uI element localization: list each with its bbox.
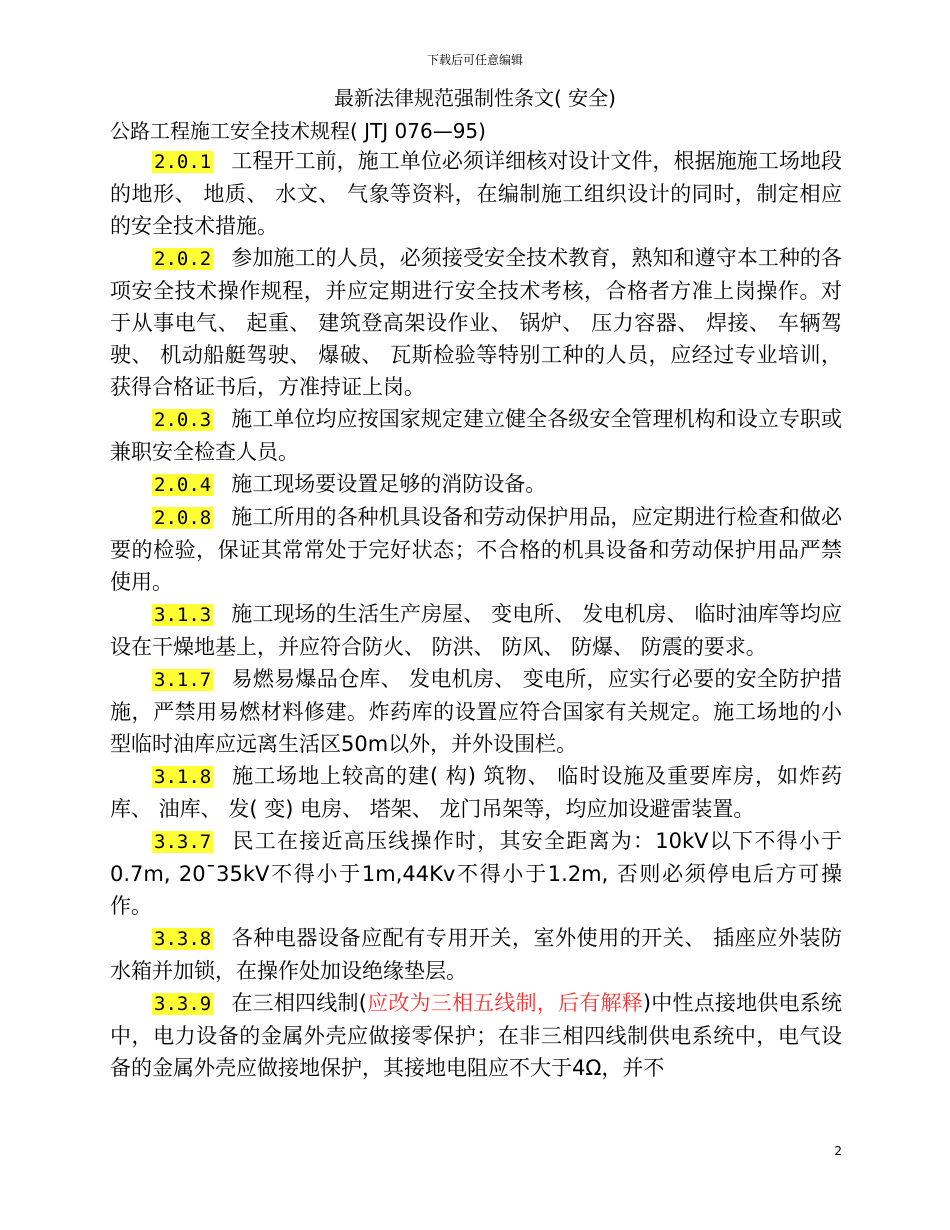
- clause-text: 各种电器设备应配有专用开关，室外使用的开关、 插座应外装防水箱并加锁，在操作处加设绝缘垫层。: [110, 926, 842, 983]
- document-subtitle: 公路工程施工安全技术规程( JTJ 076—95): [110, 119, 486, 143]
- clause-3-3-8: [110, 922, 842, 987]
- clause-number: 3.3.9: [154, 993, 212, 1015]
- clause-number: 3.1.3: [154, 604, 212, 626]
- clause-text-after: )中性点接地供电系统中，电力设备的金属外壳应做接零保护；在非三相四线制供电系统中，电气设备的金属外壳应做接地保护，其接地电阻应不大于4Ω，并不: [110, 991, 842, 1080]
- document-title: 最新法律规范强制性条文( 安全): [334, 86, 616, 110]
- clause-3-3-9: [110, 987, 842, 1084]
- clause-text: 施工现场要设置足够的消防设备。: [231, 472, 547, 496]
- clause-text: 施工所用的各种机具设备和劳动保护用品，应定期进行检查和做必要的检验，保证其常常处于完好状态；不合格的机具设备和劳动保护用品严禁使用。: [110, 505, 842, 594]
- clause-3-1-8: [110, 760, 842, 825]
- clause-number: 2.0.3: [154, 409, 212, 431]
- clause-text: 施工场地上较高的建( 构) 筑物、 临时设施及重要库房，如炸药库、 油库、 发( 变) 电房、 塔架、 龙门吊架等，均应加设避雷装置。: [110, 764, 842, 821]
- clause-text: 施工单位均应按国家规定建立健全各级安全管理机构和设立专职或兼职安全检查人员。: [110, 407, 842, 464]
- header-note: 下载后可任意编辑: [426, 53, 523, 67]
- clause-number: 2.0.1: [154, 151, 212, 173]
- clause-number: 3.3.8: [154, 928, 212, 950]
- clause-number: 3.3.7: [154, 831, 212, 853]
- clause-text: 民工在接近高压线操作时，其安全距离为：10kV以下不得小于0.7m, 20¯35kV不得小于1m,44Kv不得小于1.2m, 否则必须停电后方可操作。: [110, 829, 842, 918]
- clause-3-3-7: [110, 825, 842, 922]
- clause-number: 3.1.7: [154, 669, 212, 691]
- clause-3-1-7: [110, 663, 842, 760]
- page-number: 2: [834, 1144, 842, 1158]
- clause-3-1-3: [110, 598, 842, 663]
- clause-text: 工程开工前，施工单位必须详细核对设计文件，根据施施工场地段的地形、 地质、 水文、 气象等资料，在编制施工组织设计的同时，制定相应的安全技术措施。: [110, 149, 842, 238]
- clause-number: 2.0.4: [154, 474, 212, 496]
- correction-note: 应改为三相五线制，后有解释: [366, 991, 643, 1015]
- clause-text: 易燃易爆品仓库、 发电机房、 变电所，应实行必要的安全防护措施，严禁用易燃材料修建。炸药库的设置应符合国家有关规定。施工场地的小型临时油库应远离生活区50m以外，并外设围栏。: [110, 667, 842, 756]
- clause-text-before: 在三相四线制(: [231, 991, 367, 1015]
- clause-number: 2.0.8: [154, 507, 212, 529]
- clause-2-0-3: [110, 403, 842, 468]
- clause-number: 3.1.8: [154, 766, 212, 788]
- clause-2-0-4: [110, 468, 842, 501]
- document-body: [110, 145, 842, 1084]
- clause-2-0-2: [110, 242, 842, 403]
- clause-2-0-1: [110, 145, 842, 242]
- clause-text: 施工现场的生活生产房屋、 变电所、 发电机房、 临时油库等均应设在干燥地基上，并应符合防火、 防洪、 防风、 防爆、 防震的要求。: [110, 602, 842, 659]
- clause-number: 2.0.2: [154, 248, 212, 270]
- clause-2-0-8: [110, 501, 842, 598]
- clause-text: 参加施工的人员，必须接受安全技术教育，熟知和遵守本工种的各项安全技术操作规程，并应定期进行安全技术考核，合格者方准上岗操作。对于从事电气、 起重、 建筑登高架设作业、 锅炉、 压力容器、 焊接、 车辆驾驶、 机动船艇驾驶、 爆破、 瓦斯检验等特别工种的人员，应经过专业培训，获得合格证书后，方准持证上岗。: [110, 246, 842, 399]
